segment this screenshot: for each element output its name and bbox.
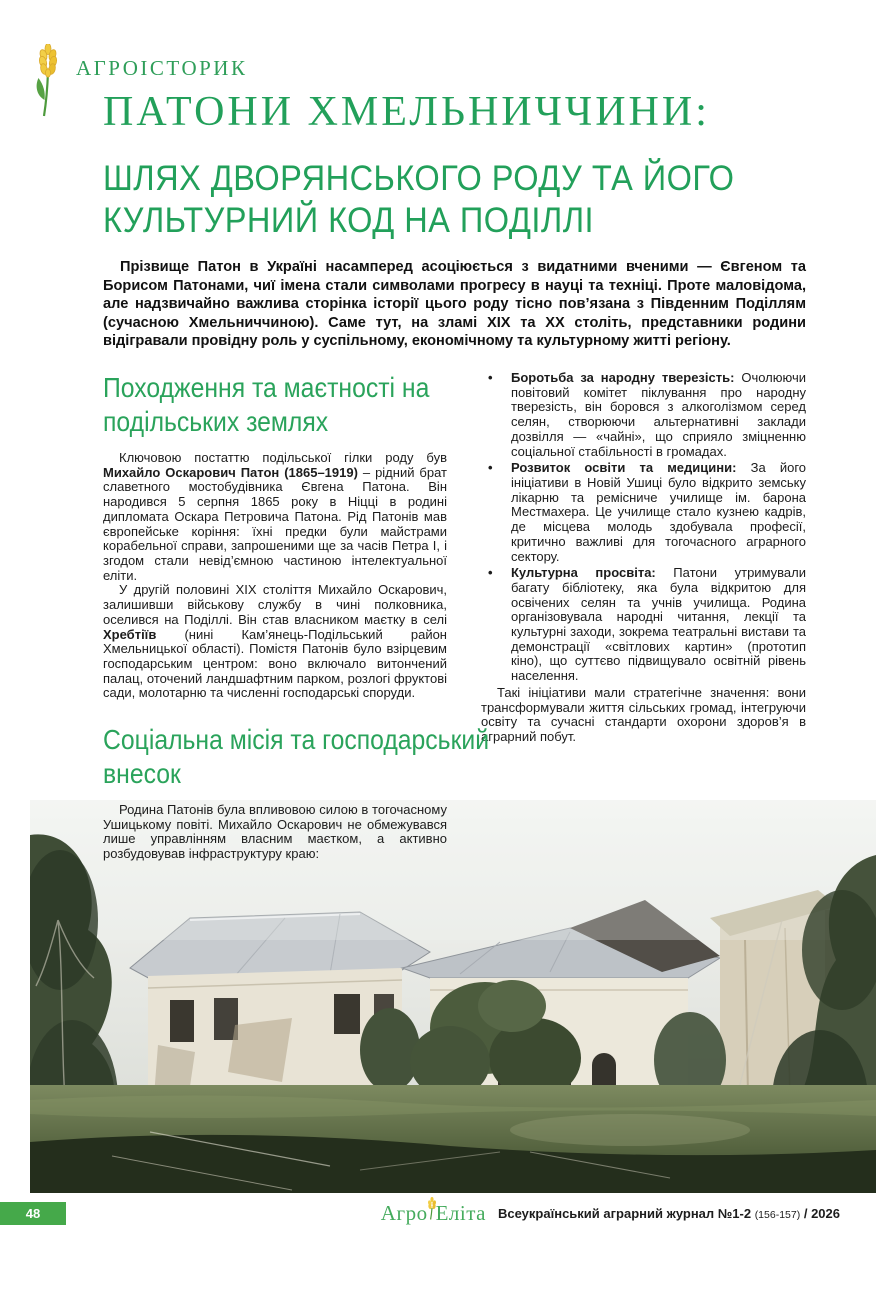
brand-name: АГРОІСТОРИК <box>76 56 248 80</box>
subtitle-line: КУЛЬТУРНИЙ КОД НА ПОДІЛЛІ <box>103 201 595 241</box>
section-heading-mission: Соціальна місія та господарський внесок <box>103 724 490 790</box>
right-column <box>481 369 806 862</box>
intro-paragraph: Прізвище Патон в Україні насамперед асоціюється з видатними вченими — Євгеном та Борисом Патонами, чиї імена стали символами прогресу в науці та техніці. Проте маловідома, але надзвичайно важлива сторінка історії цього роду тісно пов’язана з Південним Поділлям (сучасною Хмельниччиною). Саме тут, на зламі XIX та XX століть, представники родини відігравали провідну роль у суспільному, економічному та культурному житті регіону. <box>103 259 806 350</box>
section-heading-origins: Походження та маєтності на подільських землях <box>103 372 430 438</box>
bullet-icon: • <box>488 565 493 581</box>
closing-paragraph: Такі ініціативи мали стратегічне значення: вони трансформували життя сільських громад, інтегруючи освіту та сучасні стандарти охорони здоров’я в аграрний побут. <box>481 684 806 744</box>
page-number-badge: 48 <box>0 1202 66 1225</box>
wheat-icon <box>33 44 63 125</box>
list-item: • Боротьба за народну тверезість: Очолюючи повітовий комітет піклування про народну тверезість, він боровся з алкоголізмом серед селян, створюючи альтернативні заклади дозвілля — «чайні», що сприяло зміцненню соціальної стабільності в громадах. <box>488 370 806 459</box>
footer-journal-info <box>381 1200 840 1226</box>
journal-meta: Всеукраїнський аграрний журнал №1-2 (156-157) / 2026 <box>497 1205 840 1221</box>
left-column <box>103 369 490 862</box>
initiatives-list <box>481 371 806 684</box>
article-subtitle <box>103 158 806 242</box>
journal-logo: Агро Еліта <box>381 1197 486 1229</box>
bullet-icon: • <box>488 460 493 476</box>
article <box>103 90 806 862</box>
body-paragraph: У другій половині XIX століття Михайло Оскарович, залишивши військову службу в чині полковника, оселився на Поділлі. Він став власником маєтку в селі Хребтіїв (нині Кам’янець-Подільський район Хмельницької області). Помістя Патонів було взірцевим господарським центром: воно включало витончений палац, оточений ландшафтним парком, розлогі фруктові сади, молотарню та численні господарські споруди. <box>103 582 447 701</box>
bullet-icon: • <box>488 370 493 386</box>
list-item: • Культурна просвіта: Патони утримували багату бібліотеку, яка була відкритою для освічених селян та учнів училища. Родина організовувала народні читання, лекції та культурні заходи, зокрема театральні вистави та демонстрації «світлових картин» (прототип кіно), що суттєво підвищувало освітній рівень населення. <box>488 565 806 684</box>
body-paragraph: Родина Патонів була впливовою силою в тогочасному Ушицькому повіті. Михайло Оскарович не обмежувався лише управлінням власним маєтком, а активно розбудовував інфраструктуру краю: <box>103 802 447 862</box>
list-item: • Розвиток освіти та медицини: За його ініціативи в Новій Ушиці було відкрито земську лікарню та ремісниче училище ім. барона Местмахера. Це училище стало кузнею кадрів, де місцева молодь здобувала професії, критично важливі для тогочасного аграрного сектору. <box>488 460 806 564</box>
body-paragraph: Ключовою постаттю подільської гілки роду був Михайло Оскарович Патон (1865–1919) – рідний брат славетного мостобудівника Євгена Патона. Він народився 5 серпня 1865 року в Ніцці в родині дипломата Оскара Петровича Патона. Рід Патонів мав європейське коріння: їхні предки були майстрами корабельної справи, запрошеними ще за часів Петра І, і згодом стали невід’ємною частиною інтелектуальної еліти. <box>103 450 447 583</box>
two-column-body <box>103 369 806 862</box>
brand-header <box>33 44 247 125</box>
subtitle-line: ШЛЯХ ДВОРЯНСЬКОГО РОДУ ТА ЙОГО <box>103 159 735 199</box>
article-title: ПАТОНИ ХМЕЛЬНИЧЧИНИ: <box>103 89 710 135</box>
